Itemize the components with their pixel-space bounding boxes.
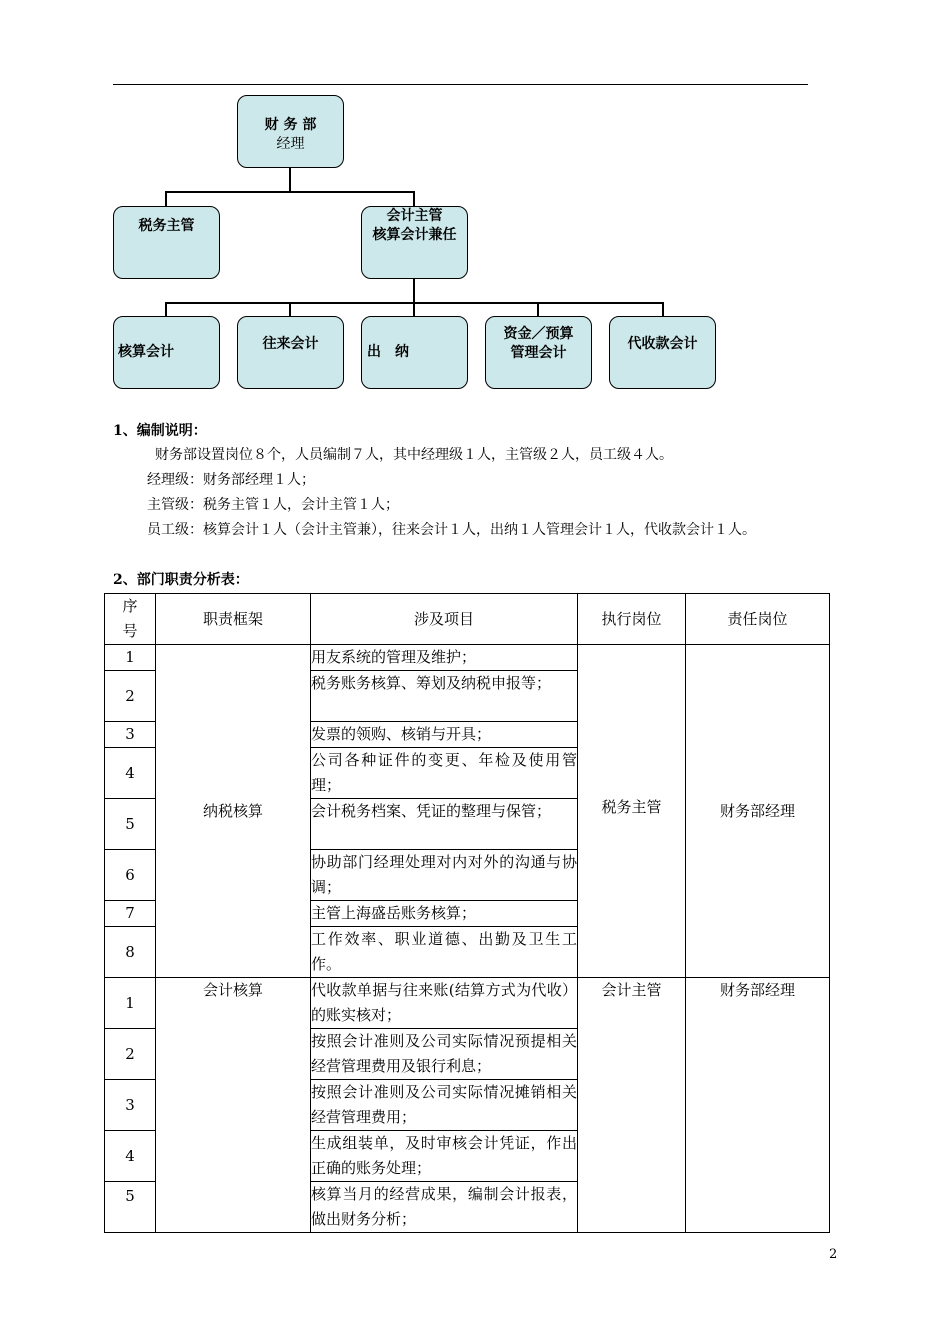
row-num: 7 [105,901,156,927]
row-num: 8 [105,927,156,978]
row-num: 6 [105,850,156,901]
org-manager-dept: 财 务 部 [264,117,317,133]
org-cost-accountant-label: 核算会计 [118,344,174,360]
item-cell: 用友系统的管理及维护； [311,645,578,671]
org-box-cashier [361,316,468,389]
duty-table [104,593,830,1233]
section1-line: 主管级：税务主管１人，会计主管１人； [147,497,399,513]
row-num: 2 [105,1029,156,1080]
org-tax-supervisor-label: 税务主管 [138,218,195,234]
section1-line: 员工级：核算会计１人（会计主管兼），往来会计１人，出纳１人管理会计１人，代收款会计１人。 [147,522,756,538]
row-num: 3 [105,1080,156,1131]
item-cell: 代收款单据与往来账(结算方式为代收）的账实核对； [311,978,578,1029]
row-num: 1 [105,978,156,1029]
item-cell: 发票的领购、核销与开具； [311,722,578,748]
exec-post-cell: 会计主管 [578,978,686,1233]
row-num: 3 [105,722,156,748]
row-num: 5 [105,799,156,850]
section1-line: 财务部设置岗位８个，人员编制７人，其中经理级１人，主管级２人，员工级４人。 [155,447,673,463]
org-collection-accountant-label: 代收款会计 [627,336,698,352]
header-seq [105,594,156,645]
table-header-row [105,594,830,645]
connector [537,302,539,316]
org-accounting-supervisor-note: 核算会计兼任 [372,227,457,243]
header-rule [113,84,808,85]
connector [289,302,291,316]
section2-title: 2、部门职责分析表： [113,572,249,588]
row-num: 4 [105,748,156,799]
exec-post-cell: 税务主管 [578,645,686,978]
item-cell: 生成组装单，及时审核会计凭证，作出正确的账务处理； [311,1131,578,1182]
table-row [105,978,830,1029]
org-manager-title: 经理 [276,136,305,152]
page-number: 2 [829,1247,838,1262]
org-box-management-accountant [485,316,592,389]
framework-cell: 纳税核算 [156,645,311,978]
row-num: 4 [105,1131,156,1182]
item-cell: 工作效率、职业道德、出勤及卫生工作。 [311,927,578,978]
row-num: 2 [105,671,156,722]
connector [413,302,415,316]
item-cell: 协助部门经理处理对内对外的沟通与协调； [311,850,578,901]
org-box-accounting-supervisor [361,206,468,279]
connector [165,302,167,316]
connector [165,191,415,193]
org-box-manager [237,95,344,168]
resp-post-cell: 财务部经理 [686,978,830,1233]
org-box-tax-supervisor [113,206,220,279]
org-accounting-supervisor-label: 会计主管 [386,208,443,224]
item-cell: 公司各种证件的变更、年检及使用管理； [311,748,578,799]
org-cashier-label: 出 纳 [367,344,409,360]
org-ar-accountant-label: 往来会计 [262,336,319,352]
item-cell: 主管上海盛岳账务核算； [311,901,578,927]
connector [289,168,291,192]
section1-title: 1、编制说明： [113,423,207,439]
org-box-collection-accountant [609,316,716,389]
framework-cell: 会计核算 [156,978,311,1233]
connector [413,279,415,303]
header-seq-line2: 号 [122,622,138,640]
connector [413,191,415,206]
org-box-ar-accountant [237,316,344,389]
org-box-cost-accountant [113,316,220,389]
item-cell: 税务账务核算、筹划及纳税申报等； [311,671,578,722]
header-exec: 执行岗位 [578,594,686,645]
connector [165,191,167,206]
item-cell: 按照会计准则及公司实际情况预提相关经营管理费用及银行利息； [311,1029,578,1080]
org-management-accountant-label: 管理会计 [510,345,567,361]
header-resp: 责任岗位 [686,594,830,645]
header-items: 涉及项目 [311,594,578,645]
item-cell: 会计税务档案、凭证的整理与保管； [311,799,578,850]
item-cell: 核算当月的经营成果，编制会计报表，做出财务分析； [311,1182,578,1233]
resp-post-cell: 财务部经理 [686,645,830,978]
section1-line: 经理级：财务部经理１人； [147,472,315,488]
connector [662,302,664,316]
header-framework: 职责框架 [156,594,311,645]
row-num: 5 [105,1182,156,1233]
header-seq-line1: 序 [122,597,138,615]
org-fund-budget-label: 资金／预算 [503,326,574,342]
item-cell: 按照会计准则及公司实际情况摊销相关经营管理费用； [311,1080,578,1131]
row-num: 1 [105,645,156,671]
table-row [105,645,830,671]
